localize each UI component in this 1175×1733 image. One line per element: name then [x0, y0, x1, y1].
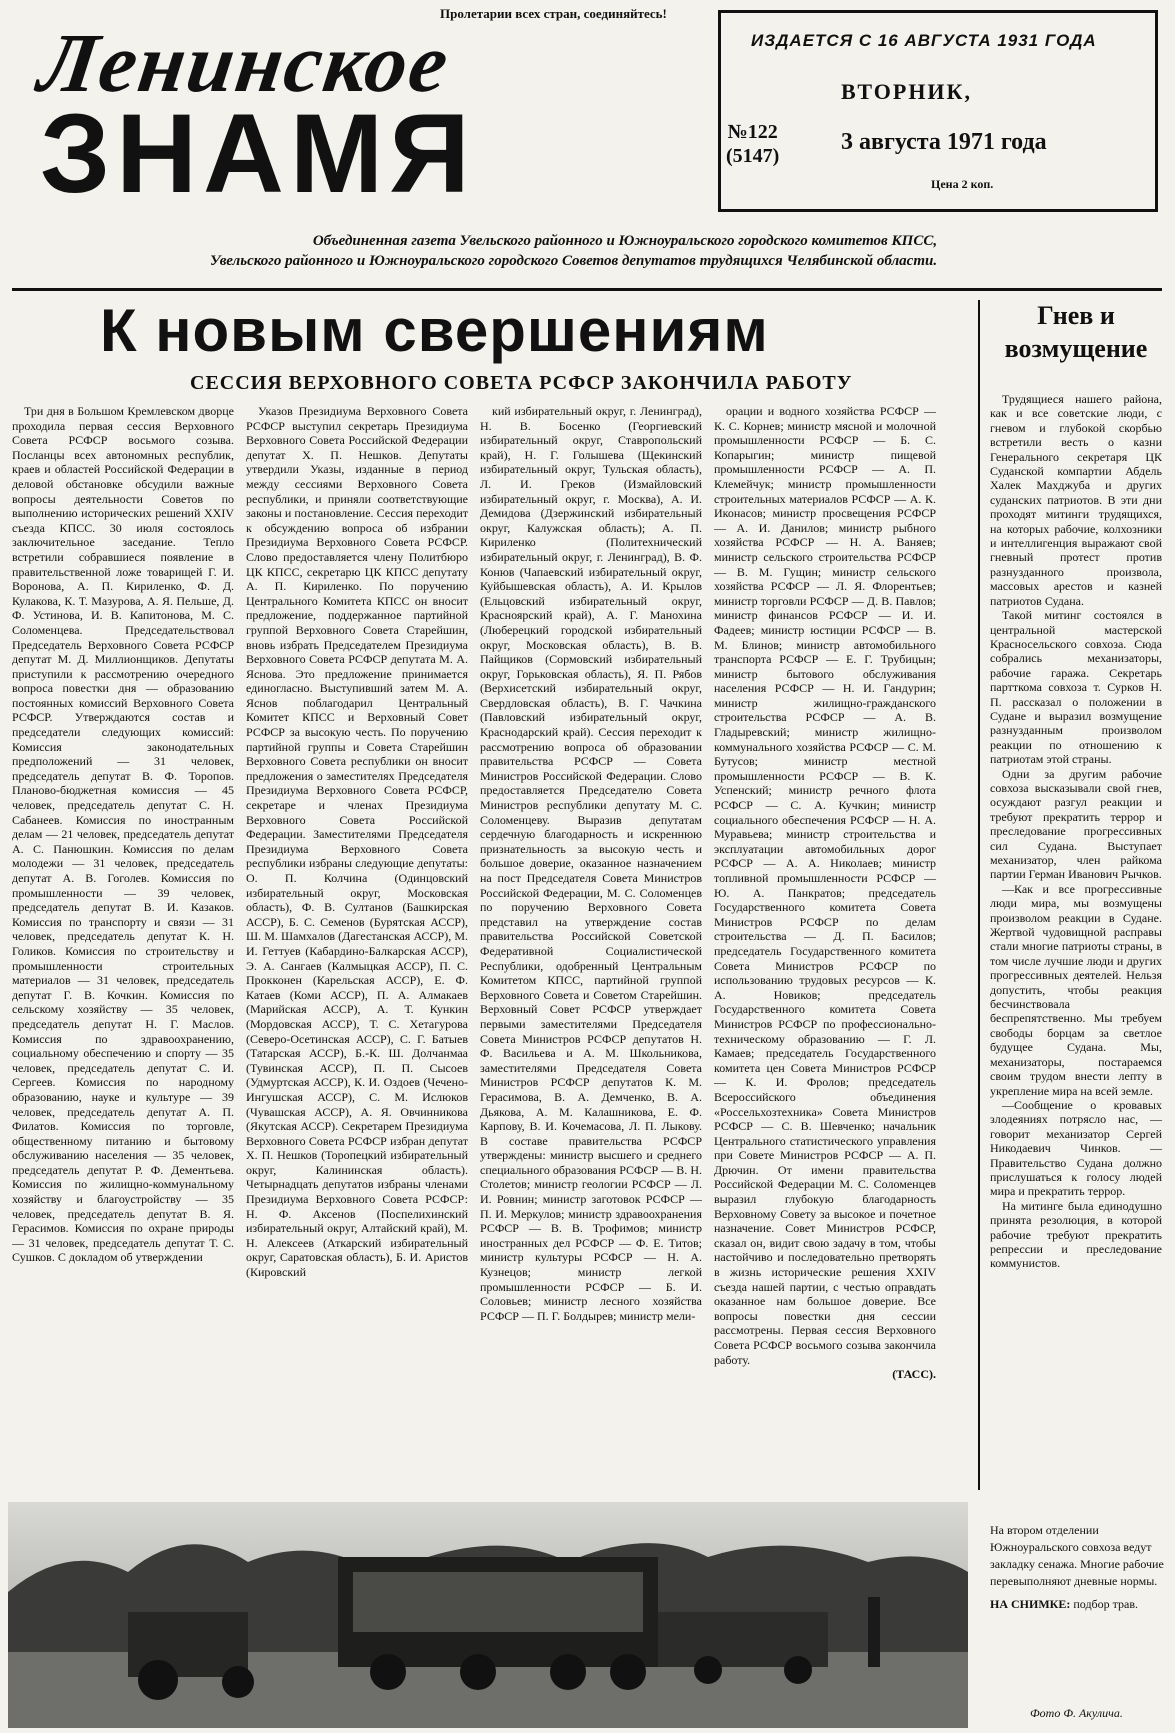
photo-caption — [990, 1522, 1168, 1613]
lead-deck: СЕССИЯ ВЕРХОВНОГО СОВЕТА РСФСР ЗАКОНЧИЛА РАБОТУ — [190, 372, 853, 394]
masthead-subtitle — [210, 232, 937, 271]
slogan: Пролетарии всех стран, соединяйтесь! — [440, 6, 667, 21]
sidebar-paragraph: На митинге была единодушно принята резолюция, в которой рабочие требуют прекратить репрессии и преследование коммунистов. — [990, 1198, 1162, 1271]
sidebar-paragraph: Трудящиеся нашего района, как и все советские люди, с гневом и глубокой скорбью встретили весть о казни Генерального секретаря ЦК Суданской компартии Абдель Халек Махджуба и других суданских патриотов. В эти дни проходят митинги трудящихся, на которых рабочие, колхозники и интеллигенция выражают свой гневный протест против разнузданного произвола, массовых арестов и казней патриотов Судана. — [990, 392, 1162, 608]
sidebar-article — [978, 300, 1168, 1490]
article-text: кий избирательный округ, г. Ленинград), Н. В. Босенко (Георгиевский избирательный округ, Ставропольский край), Н. Г. Голышева (Щекинский избирательный округ, Тульская область), Л. И. Греков (Измайловский избирательный округ, г. Москва), А. И. Демидова (Дзержинский избирательный округ, Калужская область); А. П. Кириленко (Политехнический избирательный округ, г. Ленинград), В. Ф. Конюв (Чапаевский избирательный округ, Куйбышевская область), А. И. Крылов (Ельцовский избирательный округ, Красноярский край), А. Г. Манохина (Люберецкий городской избирательный округ, Московская область), В. В. Пайщиков (Сормовский избирательный округ, Горьковская область), Я. П. Рябов (Верхисетский избирательный округ, Свердловская область), В. Г. Чачкина (Павловский избирательный округ, Краснодарский край). Сессия переходит к рассмотрению вопроса об образовании правительства РСФСР — Совета Министров Российской Федерации. Слово предоставляется Председателю Совета Министров республики депутату М. С. Соломенцеву. Выразив депутатам сердечную благодарность и искреннюю признательность за высокую честь и большое доверие, оказанное назначением на пост Председателя Совета Министров Российской Федерации, М. С. Соломенцев по поручению Верховного Совета представил на утверждение состав правительства Российской Советской Федеративной Социалистической Республики, одобренный Центральным Комитетом КПСС, партийной группой Верховного Совета и Советом Старейшин. Верховный Совет РСФСР утверждает первыми заместителями Председателя Совета Министров РСФСР депутатов Н. Ф. Васильева и А. М. Школьникова, заместителями Председателя Совета Министров РСФСР депутатов К. М. Герасимова, В. А. Демченко, В. А. Дьякова, А. М. Калашникова, Е. Ф. Карпову, В. И. Кочемасова, Л. П. Лыкову. В составе правительства РСФСР утверждены: министр высшего и среднего специального образования РСФСР — В. Н. Столетов; министр геологии РСФСР — Л. И. Ровнин; министр заготовок РСФСР — П. И. Меркулов; министр здравоохранения РСФСР — В. В. Трофимов; министр иностранных дел РСФСР — Ф. Е. Титов; министр культуры РСФСР — Н. А. Кузнецов; министр легкой промышленности РСФСР — Б. И. Соловьев; министр лесного хозяйства РСФСР — П. Г. Болдырев; министр мели- — [480, 404, 702, 1323]
sidebar-paragraph: —Сообщение о кровавых злодеяниях потрясло нас, — говорит механизатор Сергей Никодаевич Чинков. — Правительство Судана должно прислушаться к голосу людей мира и прекратить террор. — [990, 1097, 1162, 1199]
article-column-2 — [246, 404, 468, 1474]
sidebar-paragraph: Такой митинг состоялся в центральной мастерской Красносельского совхоза. Сюда собрались механизаторы, рабочие гаража. Секретарь партткома совхоза т. Сурков Н. П. рассказал о положении в Судане и выразил возмущение разнузданным произволом реакции по отношению к патриотам этой страны. — [990, 608, 1162, 767]
published-since: ИЗДАЕТСЯ С 16 АВГУСТА 1931 ГОДА — [751, 31, 1097, 50]
masthead-divider — [12, 288, 1162, 291]
subtitle-line2: Увельского районного и Южноуральского городского Советов депутатов трудящихся Челябинской области. — [210, 252, 938, 269]
article-text: Указов Президиума Верховного Совета РСФСР выступил секретарь Президиума Верховного Совета Российской Федерации депутат Х. П. Нешков. Депутаты утвердили Указы, изданные в период между сессиями Верховного Совета республики, и приняли соответствующие законы и постановление. Сессия переходит к обсуждению вопроса об избрании Президиума Верховного Совета РСФСР. Слово предоставляется члену Политбюро ЦК КПСС, секретарю ЦК КПСС депутату А. П. Кириленко. По поручению Центрального Комитета КПСС он вносит предложение, поддержанное партийной группой Верховного Совета Старейшин, вновь избрать Председателем Президиума Верховного Совета РСФСР депутата М. А. Яснова. Это предложение принимается единогласно. Выступивший затем М. А. Яснов поблагодарил Центральный Комитет КПСС и Верховный Совет РСФСР за высокую честь. По поручению партийной группы и Совета Старейшин Верховного Совета республики он вносит предложения о заместителях Председателя Президиума Верховного Совета РСФСР, секретаре и членах Президиума Верховного Совета Российской Федерации. Заместителями Председателя Президиума Верховного Совета республики избраны следующие депутаты: О. П. Колчина (Одинцовский избирательный округ, Московская область), Ф. В. Султанов (Башкирская АССР), Б. С. Семенов (Бурятская АССР), Ш. М. Шамхалов (Дагестанская АССР), М. И. Геттуев (Кабардино-Балкарская АССР), Э. А. Сангаев (Калмыцкая АССР), П. С. Прокконен (Карельская АССР), Е. Ф. Катаев (Коми АССР), П. А. Алмакаев (Марийская АССР), А. Т. Кункин (Мордовская АССР), Т. С. Хетагурова (Северо-Осетинская АССР), С. Г. Батыев (Татарская АССР), Б.-К. Ш. Долчанмаа (Тувинская АССР), П. П. Сысоев (Удмуртская АССР), К. И. Оздоев (Чечено-Ингушская АССР), С. М. Ислюков (Чувашская АССР), А. Я. Овчинникова (Якутская АССР). Секретарем Президиума Верховного Совета РСФСР избран депутат Х. П. Нешков (Торопецкий избирательный округ, Калининская область). Четырнадцать депутатов избраны членами Президиума Верховного Совета РСФСР: Н. Ф. Аксенов (Поспелихинский избирательный округ, Алтайский край), М. Н. Алексеев (Аткарский избирательный округ, Саратовская область), Б. И. Аристов (Кировский — [246, 404, 468, 1280]
issue-date: 3 августа 1971 года — [841, 129, 1047, 155]
harvest-photo — [8, 1502, 968, 1728]
subtitle-line1: Объединенная газета Увельского районного и Южноуральского городского комитетов КПСС, — [312, 233, 938, 249]
edition-info-box — [718, 10, 1158, 212]
sidebar-headline — [986, 300, 1166, 365]
caption-text: На втором отделении Южноуральского совхоза ведут закладку сенажа. Многие рабочие перевыполняют дневные нормы. — [990, 1523, 1164, 1588]
article-text: орации и водного хозяйства РСФСР — К. С. Корнев; министр мясной и молочной промышленности РСФСР — Б. С. Копарыгин; министр пищевой промышленности РСФСР — А. П. Клемейчук; министр промышленности строительных материалов РСФСР — А. К. Иконасов; министр просвещения РСФСР — А. И. Данилов; министр рыбного хозяйства РСФСР — Н. А. Ваняев; министр сельского строительства РСФСР — В. М. Гущин; министр сельского хозяйства РСФСР — Л. Я. Флорентьев; министр торговли РСФСР — Д. В. Павлов; министр финансов РСФСР — И. И. Фадеев; министр юстиции РСФСР — В. М. Блинов; министр автомобильного транспорта РСФСР — Е. Г. Трубицын; министр бытового обслуживания населения РСФСР — Н. И. Гандурин; министр жилищно-гражданского строительства РСФСР — А. В. Гладыревский; министр жилищно-коммунального хозяйства РСФСР — С. М. Бутусов; министр местной промышленности РСФСР — В. К. Успенский; министр речного флота РСФСР — С. А. Кучкин; министр социального обеспечения РСФСР — Н. А. Муравьева; министр строительства и эксплуатации автомобильных дорог РСФСР — А. А. Николаев; министр топливной промышленности РСФСР — Ю. А. Панкратов; председатель Государственного комитета Совета Министров РСФСР по делам строительства — Д. П. Басилов; председатель Государственного комитета Совета Министров РСФСР по использованию трудовых ресурсов — К. А. Новиков; председатель Государственного комитета Совета Министров РСФСР по профессионально-техническому образованию — Г. Л. Камаев; председатель Государственного комитета цен Совета Министров РСФСР — К. И. Фролов; председатель Всероссийского объединения «Россельхозтехника» Совета Министров РСФСР — С. В. Шевченко; начальник Центрального статистического управления при Совете Министров РСФСР — А. П. Дрючин. От имени правительства Российской Федерации М. С. Соломенцев выразил глубокую благодарность Верховному Совету за высокое и почетное назначение. Совет Министров РСФСР, сказал он, видит свою задачу в том, чтобы настойчиво и последовательно претворять в жизнь исторические решения XXIV съезда нашей партии, с честью оправдать оказанное нам большое доверие. Все вопросы повестки дня сессии рассмотрены. Первая сессия Верховного Совета РСФСР восьмого созыва закончила работу. — [714, 404, 936, 1367]
news-agency: (ТАСС). — [892, 1367, 936, 1382]
masthead-title-line1: Ленинское — [33, 17, 456, 110]
price: Цена 2 коп. — [931, 177, 994, 191]
masthead-title-line2: ЗНАМЯ — [40, 91, 476, 216]
issue-number: №122 — [727, 121, 778, 143]
article-column-1 — [12, 404, 234, 1474]
sidebar-headline-line2: возмущение — [1004, 333, 1148, 363]
caption-label: НА СНИМКЕ: — [990, 1597, 1071, 1611]
lead-headline: К новым свершениям — [100, 297, 769, 364]
article-text: Три дня в Большом Кремлевском дворце проходила первая сессия Верховного Совета РСФСР восьмого созыва. Посланцы всех автономных республик, краев и областей Российской Федерации в деловой обстановке обсудили важные вопросы деятельности Советов по выполнению исторических решений XXIV съезда КПСС. 30 июля состоялось заключительное заседание. Тепло встретили собравшиеся появление в правительственной ложе товарищей Г. И. Воронова, А. П. Кириленко, Ф. Д. Кулакова, К. Т. Мазурова, А. Я. Пельше, Д. Ф. Устинова, И. В. Капитонова, М. С. Соломенцева. Председательствовал Председатель Верховного Совета РСФСР депутат М. Д. Миллионщиков. Депутаты приступили к рассмотрению очередного вопроса повестки дня — образованию постоянных комиссий Верховного Совета РСФСР. Утверждаются состав и председатели следующих комиссий: Комиссия законодательных предположений — 31 человек, председатель депутат В. Ф. Торопов. Планово-бюджетная комиссия — 45 человек, председатель депутат С. Н. Сабанеев. Комиссия по иностранным делам — 21 человек, председатель депутат А. С. Панюшкин. Комиссия по делам молодежи — 31 человек, председатель депутат А. В. Гоголев. Комиссия по промышленности — 39 человек, председатель депутат В. И. Казаков. Комиссия по транспорту и связи — 31 человек, председатель депутат К. Н. Голиков. Комиссия по строительству и промышленности строительных материалов — 31 человек, председатель депутат Г. В. Кочкин. Комиссия по сельскому хозяйству — 35 человек, председатель депутат Н. Г. Маслов. Комиссия по здравоохранению, социальному обеспечению и спорту — 35 человек, председатель депутат С. И. Сергеев. Комиссия по народному образованию, науке и культуре — 39 человек, председатель депутат А. П. Филатов. Комиссия по торговле, общественному питанию и бытовому обслуживанию населения — 35 человек, председатель депутат Р. Ф. Дементьева. Комиссия по жилищно-коммунальному хозяйству и благоустройству — 35 человек, председатель депутат В. Я. Герасимов. Комиссия по охране природы — 31 человек, председатель депутат Т. С. Сушков. С докладом об утверждении — [12, 404, 234, 1265]
caption-subject: подбор трав. — [1073, 1597, 1139, 1611]
article-column-4 — [714, 404, 936, 1474]
issue-total: (5147) — [726, 145, 780, 167]
sidebar-headline-line1: Гнев и — [1037, 301, 1115, 330]
article-column-3 — [480, 404, 702, 1474]
sidebar-paragraph: —Как и все прогрессивные люди мира, мы возмущены произволом реакции в Судане. Жертвой чудовищной расправы стали многие патриоты страны, в том числе лучшие люди и других прогрессивных деятелей. Нельзя допустить, чтобы реакция бесчинствовала беспрепятственно. Мы требуем свободы борцам за светлое будущее Судана. Мы, механизаторы, постараемся своим трудом внести лепту в укрепление мира на всей земле. — [990, 881, 1162, 1098]
sidebar-paragraph: Одни за другим рабочие совхоза высказывали свой гнев, осуждают разгул реакции и требуют прекратить террор и преследование прогрессивных сил Судана. Выступает механизатор, член райкома партии Герман Иванович Рычков. — [990, 766, 1162, 882]
sidebar-body — [990, 392, 1162, 1271]
weekday: ВТОРНИК, — [841, 79, 972, 104]
photo-credit: Фото Ф. Акулича. — [1030, 1706, 1123, 1720]
